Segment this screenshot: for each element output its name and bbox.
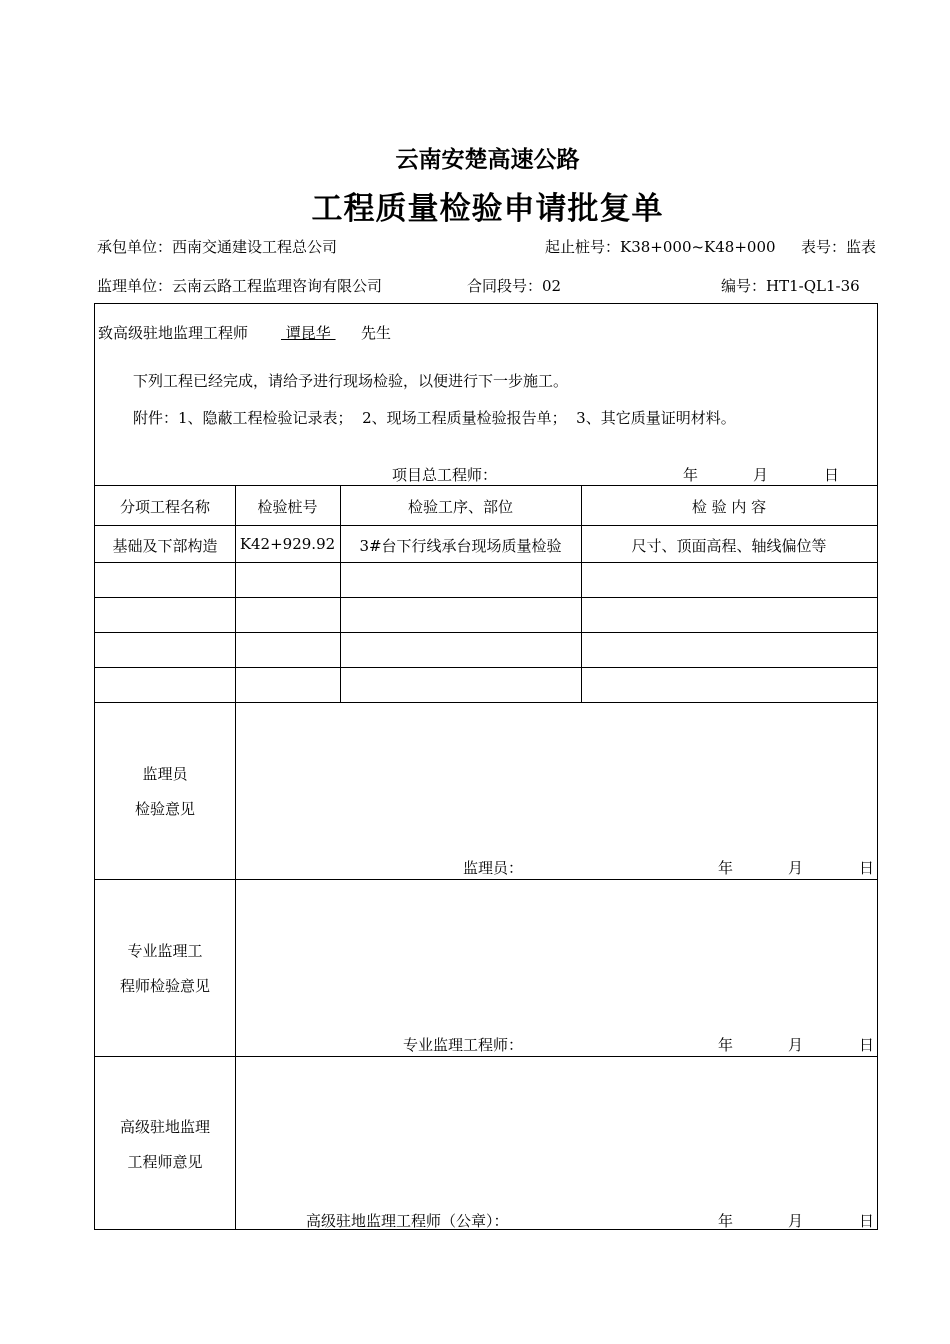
row-divider: [95, 1056, 877, 1057]
title-line1: 云南安楚高速公路: [395, 146, 580, 173]
resident-label-line2: 工程师意见: [127, 1153, 203, 1171]
row-divider: [95, 562, 877, 563]
date-year: 年: [718, 859, 734, 877]
specialist-signer: 专业监理工程师：: [403, 1036, 524, 1054]
row-divider: [95, 702, 877, 703]
date-month: 月: [788, 1212, 804, 1230]
header-item-name: 分项工程名称: [119, 498, 210, 516]
inspector-label-line2: 检验意见: [134, 800, 195, 818]
attachments-list: 附件：1、隐蔽工程检验记录表； 2、现场工程质量检验报告单； 3、其它质量证明材料。: [133, 409, 736, 427]
header-chainage: 检验桩号: [257, 498, 318, 516]
cell-content: 尺寸、顶面高程、轴线偏位等: [631, 537, 827, 555]
date-month: 月: [753, 466, 769, 484]
date-year: 年: [718, 1212, 734, 1230]
cell-chainage: K42+929.92: [239, 535, 336, 553]
resident-label-line1: 高级驻地监理: [119, 1118, 210, 1136]
addressee-suffix: 先生: [361, 324, 392, 342]
chief-engineer-signer: 项目总工程师：: [392, 466, 498, 484]
inspector-label-line1: 监理员: [142, 765, 188, 783]
request-body: 下列工程已经完成，请给予进行现场检验，以便进行下一步施工。: [133, 372, 569, 390]
contract-section: 合同段号：02: [467, 277, 562, 295]
cell-process: 3#台下行线承台现场质量检验: [359, 537, 562, 555]
contractor-unit: 承包单位：西南交通建设工程总公司: [97, 238, 338, 256]
date-day: 日: [859, 859, 875, 877]
row-divider: [95, 667, 877, 668]
form-number: 表号：监表: [801, 238, 877, 256]
date-year: 年: [683, 466, 699, 484]
chainage-range: 起止桩号：K38+000~K48+000: [545, 238, 776, 256]
date-month: 月: [788, 1036, 804, 1054]
date-day: 日: [859, 1036, 875, 1054]
row-divider: [95, 597, 877, 598]
specialist-label-line1: 专业监理工: [127, 942, 203, 960]
form-title: 工程质量检验申请批复单: [311, 191, 664, 227]
cell-item-name: 基础及下部构造: [112, 537, 218, 555]
row-divider: [95, 485, 877, 486]
supervisor-unit: 监理单位：云南云路工程监理咨询有限公司: [97, 277, 383, 295]
date-month: 月: [788, 859, 804, 877]
date-year: 年: [718, 1036, 734, 1054]
form-table: [94, 303, 878, 1230]
row-divider: [95, 632, 877, 633]
header-content: 检 验 内 容: [691, 498, 767, 516]
addressee-name: 谭昆华: [281, 324, 336, 342]
column-divider: [235, 485, 236, 1230]
inspector-signer: 监理员：: [463, 859, 524, 877]
serial-number: 编号：HT1-QL1-36: [721, 277, 860, 295]
date-day: 日: [859, 1212, 875, 1230]
row-divider: [95, 525, 877, 526]
column-divider: [581, 485, 582, 702]
resident-signer: 高级驻地监理工程师（公章）：: [306, 1212, 509, 1230]
row-divider: [95, 879, 877, 880]
column-divider: [340, 485, 341, 702]
date-day: 日: [824, 466, 840, 484]
header-process: 检验工序、部位: [407, 498, 513, 516]
addressee-prefix: 致高级驻地监理工程师: [98, 324, 249, 342]
specialist-label-line2: 程师检验意见: [119, 977, 210, 995]
